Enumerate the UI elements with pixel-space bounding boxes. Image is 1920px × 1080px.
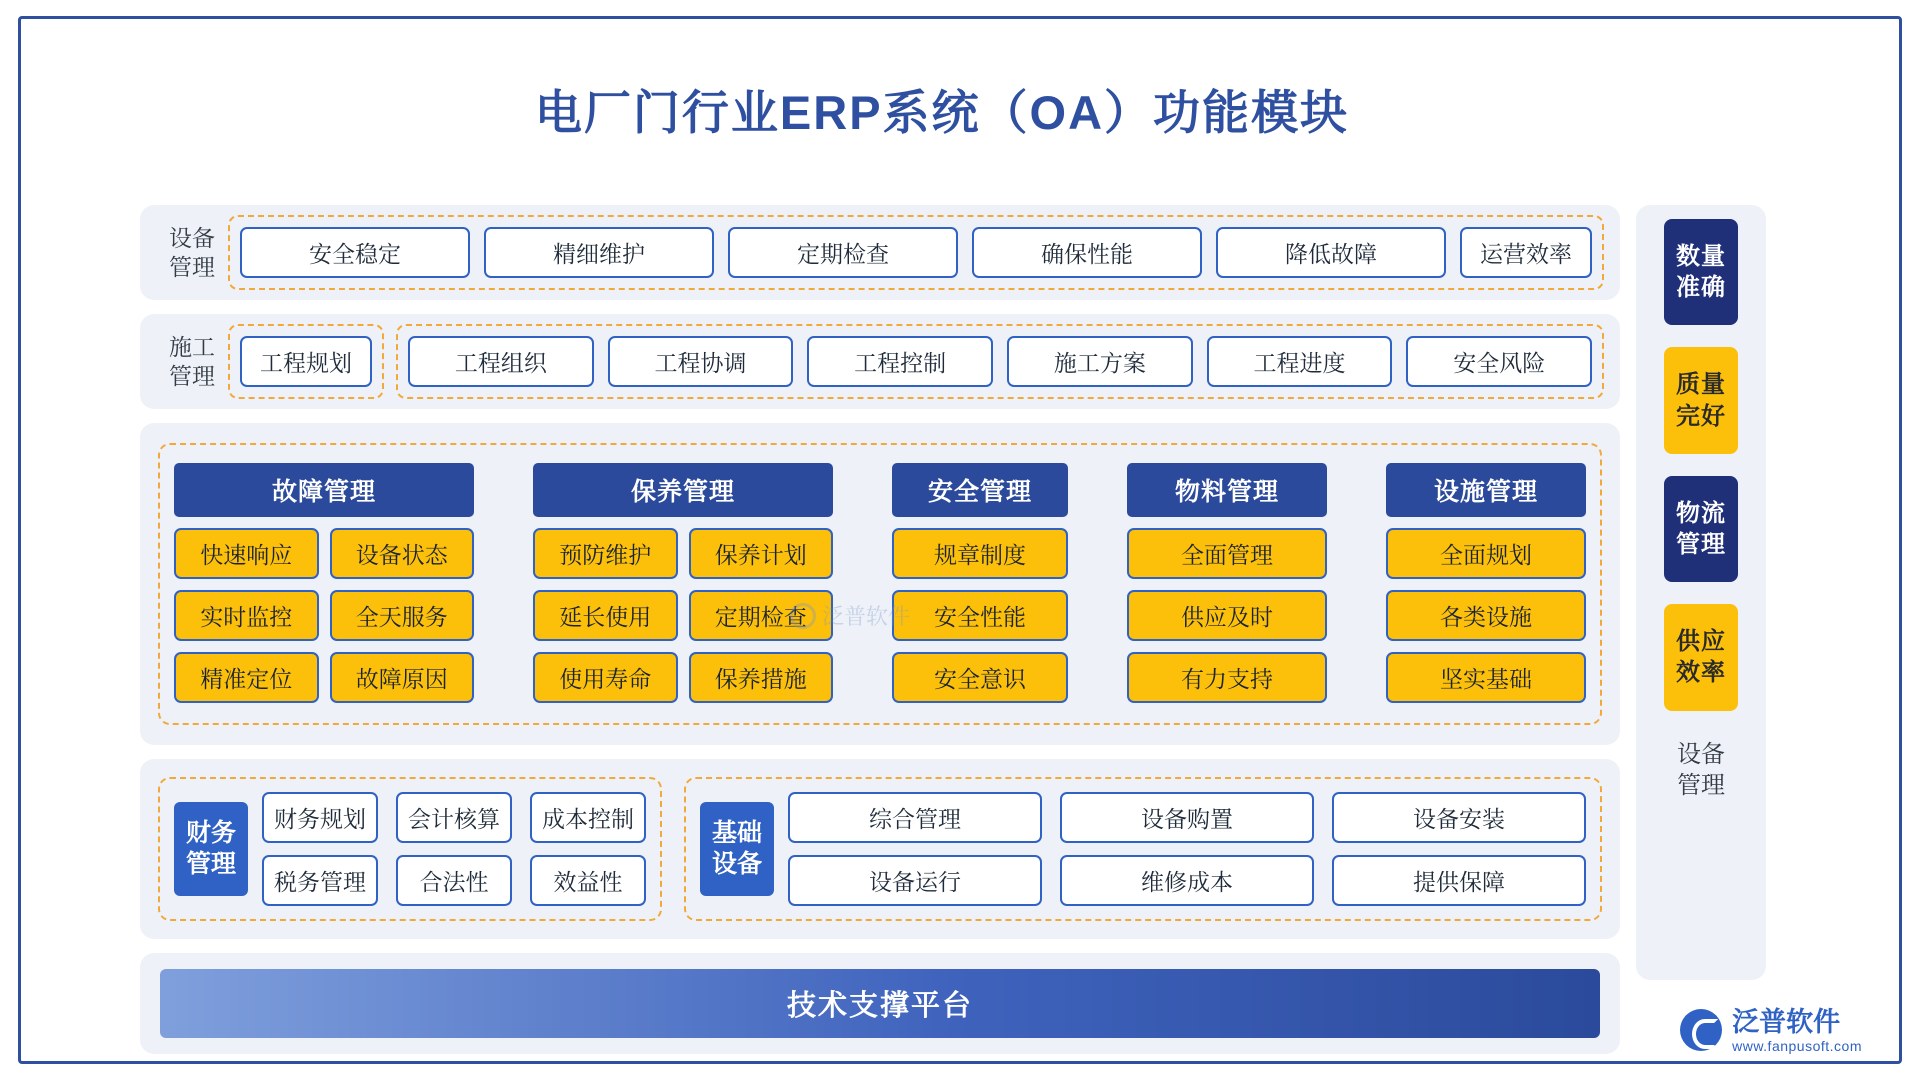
module-head-safety[interactable]: 安全管理 <box>892 463 1068 517</box>
module-item[interactable]: 安全意识 <box>892 652 1068 703</box>
module-items-fault <box>174 528 474 703</box>
module-item[interactable]: 实时监控 <box>174 590 319 641</box>
module-row <box>174 528 474 579</box>
module-item[interactable]: 保养计划 <box>689 528 834 579</box>
chip-construction-2[interactable]: 工程组织 <box>408 336 594 387</box>
module-column-maintenance <box>533 463 833 703</box>
chip-base-5[interactable]: 维修成本 <box>1060 855 1314 906</box>
module-row <box>1127 590 1327 641</box>
construction-segment-1 <box>228 324 384 399</box>
logo-url: www.fanpusoft.com <box>1732 1037 1862 1054</box>
module-column-material <box>1127 463 1327 703</box>
watermark-text: 泛普软件 <box>822 604 911 629</box>
band-equipment-management <box>140 205 1620 300</box>
chip-construction-7[interactable]: 安全风险 <box>1406 336 1592 387</box>
main-column <box>140 205 1620 1068</box>
module-item[interactable]: 保养措施 <box>689 652 834 703</box>
module-item[interactable]: 定期检查 <box>689 590 834 641</box>
chip-equipment-3[interactable]: 定期检查 <box>728 227 958 278</box>
chip-finance-1[interactable]: 财务规划 <box>262 792 378 843</box>
module-row <box>892 652 1068 703</box>
band-construction-management <box>140 314 1620 409</box>
module-item[interactable]: 预防维护 <box>533 528 678 579</box>
chip-base-1[interactable]: 综合管理 <box>788 792 1042 843</box>
module-row <box>1386 652 1586 703</box>
construction-segment-2 <box>396 324 1604 399</box>
platform-bar[interactable]: 技术支撑平台 <box>160 969 1600 1038</box>
module-items-facility <box>1386 528 1586 703</box>
group-tag-finance[interactable]: 财务 管理 <box>174 802 248 897</box>
chip-construction-3[interactable]: 工程协调 <box>608 336 794 387</box>
module-item[interactable]: 全面管理 <box>1127 528 1327 579</box>
module-head-fault[interactable]: 故障管理 <box>174 463 474 517</box>
module-column-facility <box>1386 463 1586 703</box>
module-item[interactable]: 全天服务 <box>330 590 475 641</box>
module-row <box>1127 528 1327 579</box>
group-finance <box>158 777 662 921</box>
chip-finance-2[interactable]: 会计核算 <box>396 792 512 843</box>
module-row <box>892 528 1068 579</box>
right-item-equipment: 设备 管理 <box>1677 740 1725 799</box>
right-item-supply[interactable]: 供应 效率 <box>1664 604 1738 710</box>
module-item[interactable]: 规章制度 <box>892 528 1068 579</box>
module-row <box>892 590 1068 641</box>
module-item[interactable]: 故障原因 <box>330 652 475 703</box>
chip-base-4[interactable]: 设备运行 <box>788 855 1042 906</box>
chip-construction-5[interactable]: 施工方案 <box>1007 336 1193 387</box>
logo-text <box>1732 1007 1862 1054</box>
module-row <box>174 590 474 641</box>
right-column <box>1636 205 1766 980</box>
module-row <box>174 652 474 703</box>
page-title: 电厂门行业ERP系统（OA）功能模块 <box>534 86 1350 139</box>
chip-base-2[interactable]: 设备购置 <box>1060 792 1314 843</box>
module-row <box>1386 528 1586 579</box>
module-items-safety <box>892 528 1068 703</box>
module-item[interactable]: 全面规划 <box>1386 528 1586 579</box>
chip-construction-1[interactable]: 工程规划 <box>240 336 372 387</box>
module-item[interactable]: 安全性能 <box>892 590 1068 641</box>
module-items-material <box>1127 528 1327 703</box>
equipment-chip-group <box>228 215 1604 290</box>
module-item[interactable]: 设备状态 <box>330 528 475 579</box>
module-row <box>533 528 833 579</box>
right-item-quality[interactable]: 质量 完好 <box>1664 347 1738 453</box>
module-column-safety <box>892 463 1068 703</box>
chip-finance-4[interactable]: 税务管理 <box>262 855 378 906</box>
chip-base-6[interactable]: 提供保障 <box>1332 855 1586 906</box>
band-core-modules <box>140 423 1620 745</box>
band-platform <box>140 953 1620 1054</box>
right-item-quantity[interactable]: 数量 准确 <box>1664 219 1738 325</box>
construction-chip-group <box>228 324 1604 399</box>
group-base-equipment <box>684 777 1602 921</box>
band-finance-base <box>140 759 1620 939</box>
chip-finance-5[interactable]: 合法性 <box>396 855 512 906</box>
band-label-construction: 施工 管理 <box>169 333 215 389</box>
finance-chip-grid <box>262 792 646 906</box>
chip-construction-6[interactable]: 工程进度 <box>1207 336 1393 387</box>
chip-equipment-2[interactable]: 精细维护 <box>484 227 714 278</box>
module-row <box>1386 590 1586 641</box>
module-item[interactable]: 坚实基础 <box>1386 652 1586 703</box>
module-item[interactable]: 有力支持 <box>1127 652 1327 703</box>
brand-logo <box>1680 1007 1862 1054</box>
module-item[interactable]: 各类设施 <box>1386 590 1586 641</box>
right-item-logistics[interactable]: 物流 管理 <box>1664 476 1738 582</box>
module-row <box>533 652 833 703</box>
module-item[interactable]: 精准定位 <box>174 652 319 703</box>
chip-equipment-5[interactable]: 降低故障 <box>1216 227 1446 278</box>
chip-base-3[interactable]: 设备安装 <box>1332 792 1586 843</box>
module-item[interactable]: 延长使用 <box>533 590 678 641</box>
group-tag-base-equipment[interactable]: 基础 设备 <box>700 802 774 897</box>
module-items-maintenance <box>533 528 833 703</box>
module-head-facility[interactable]: 设施管理 <box>1386 463 1586 517</box>
chip-equipment-4[interactable]: 确保性能 <box>972 227 1202 278</box>
band-label-equipment: 设备 管理 <box>169 224 215 280</box>
chip-equipment-1[interactable]: 安全稳定 <box>240 227 470 278</box>
module-row <box>533 590 833 641</box>
module-item[interactable]: 供应及时 <box>1127 590 1327 641</box>
module-column-fault <box>174 463 474 703</box>
logo-name: 泛普软件 <box>1732 1006 1841 1037</box>
module-item[interactable]: 快速响应 <box>174 528 319 579</box>
core-modules-group <box>158 443 1602 725</box>
module-head-material[interactable]: 物料管理 <box>1127 463 1327 517</box>
base-equipment-chip-grid <box>788 792 1586 906</box>
chip-finance-6[interactable]: 效益性 <box>530 855 646 906</box>
module-item[interactable]: 使用寿命 <box>533 652 678 703</box>
chip-finance-3[interactable]: 成本控制 <box>530 792 646 843</box>
logo-icon <box>1680 1009 1722 1051</box>
module-row <box>1127 652 1327 703</box>
module-head-maintenance[interactable]: 保养管理 <box>533 463 833 517</box>
chip-equipment-6[interactable]: 运营效率 <box>1460 227 1592 278</box>
chip-construction-4[interactable]: 工程控制 <box>807 336 993 387</box>
